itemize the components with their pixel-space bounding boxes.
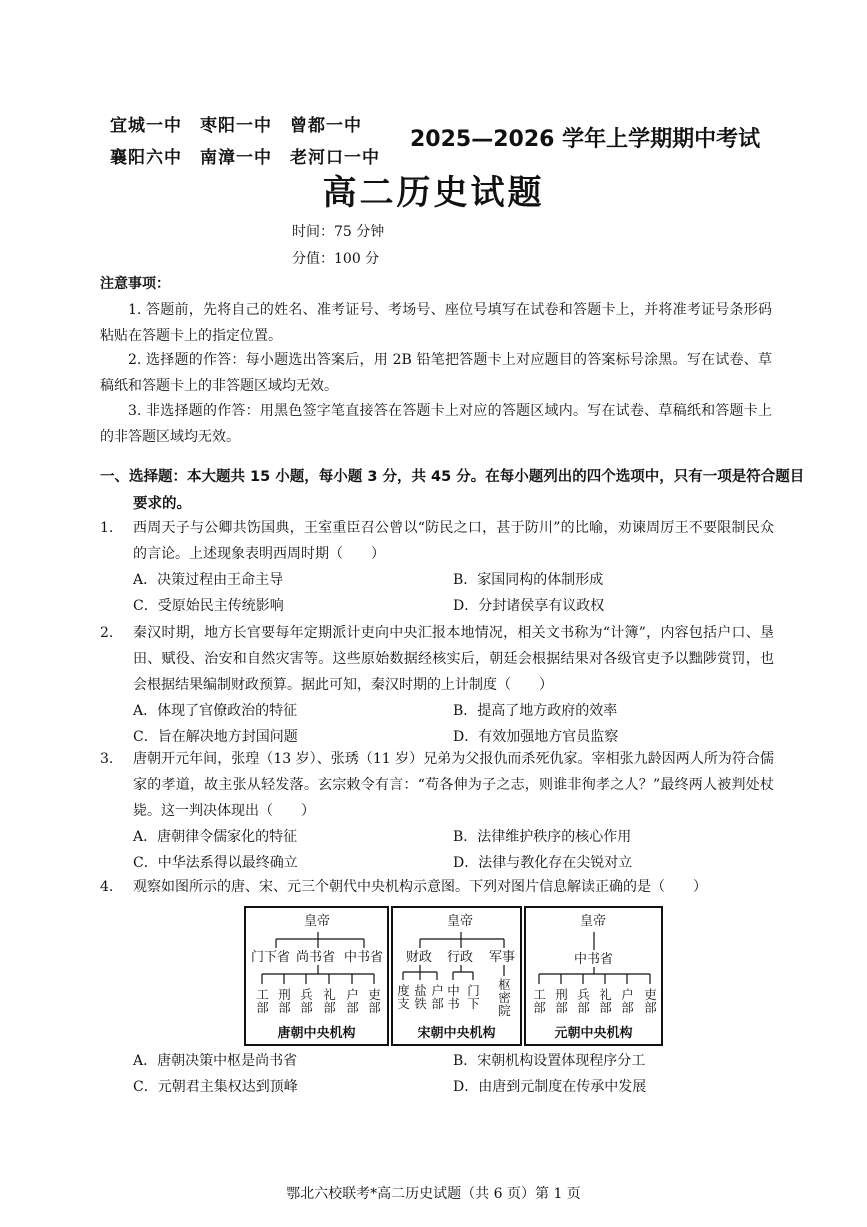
yuan-ministry-bing: 兵部 xyxy=(577,987,590,1015)
page-footer: 鄂北六校联考*高二历史试题（共 6 页）第 1 页 xyxy=(286,1186,581,1202)
question-number: 4. xyxy=(100,879,114,895)
notice-item-2: 2. 选择题的作答：每小题选出答案后，用 2B 铅笔把答题卡上对应题目的答案标号涂黑。写在试卷、草稿纸和答题卡上的非答题区域均无效。 xyxy=(100,352,772,394)
option-list xyxy=(133,567,774,619)
tang-ministry-li: 礼部 xyxy=(323,987,336,1015)
yuan-ministry-xing: 刑部 xyxy=(555,987,568,1015)
option-a[interactable]: A．唐朝律令儒家化的特征 xyxy=(133,829,298,845)
option-list xyxy=(133,698,774,750)
option-d[interactable]: D．由唐到元制度在传承中发展 xyxy=(453,1079,647,1095)
tang-structure-diagram xyxy=(244,906,389,1046)
section-heading: 一、选择题：本大题共 15 小题，每小题 3 分，共 45 分。在每小题列出的四个选项中，只有一项是符合题目要求的。 xyxy=(100,469,805,512)
tang-zhongshu: 中书省 xyxy=(344,950,384,965)
tang-ministry-bing: 兵部 xyxy=(300,987,313,1015)
tang-ministry-gong: 工部 xyxy=(256,987,269,1015)
question-number: 2. xyxy=(100,625,114,641)
yuan-emperor: 皇帝 xyxy=(580,914,607,929)
question-number: 3. xyxy=(100,751,114,767)
exam-name: 2025—2026 学年上学期期中考试 xyxy=(410,127,761,152)
tang-shangshu: 尚书省 xyxy=(296,950,336,965)
song-structure-diagram xyxy=(391,906,522,1046)
option-b[interactable]: B．宋朝机构设置体现程序分工 xyxy=(453,1053,646,1069)
schools-row-2: 襄阳六中 南漳一中 老河口一中 xyxy=(110,148,380,168)
question-stem: 秦汉时期，地方长官要每年定期派计吏向中央汇报本地情况，相关文书称为“计簿”，内容包括户口、垦田、赋役、治安和自然灾害等。这些原始数据经核实后，朝廷会根据结果对各级官吏予以黜陟赏罚，也会根据结果编制财政预算。据此可知，秦汉时期的上计制度（ ） xyxy=(133,625,774,693)
song-emperor: 皇帝 xyxy=(447,914,474,929)
exam-score: 分值：100 分 xyxy=(292,251,380,267)
song-finance: 财政 xyxy=(406,950,433,965)
song-shumiyuan: 枢密院 xyxy=(498,977,511,1018)
question-2 xyxy=(100,620,774,750)
question-stem: 观察如图所示的唐、宋、元三个朝代中央机构示意图。下列对图片信息解读正确的是（ ） xyxy=(133,879,707,895)
question-stem: 西周天子与公卿共饬国典，王室重臣召公曾以“防民之口，甚于防川”的比喻，劝谏周厉王不要限制民众的言论。上述现象表明西周时期（ ） xyxy=(133,520,774,562)
song-zhongshu: 中书 xyxy=(447,983,460,1011)
song-menxia: 门下 xyxy=(467,983,480,1011)
option-c[interactable]: C．旨在解决地方封国问题 xyxy=(133,729,298,745)
option-b[interactable]: B．法律维护秩序的核心作用 xyxy=(453,829,632,845)
option-d[interactable]: D．有效加强地方官员监察 xyxy=(453,729,619,745)
option-a[interactable]: A．决策过程由王命主导 xyxy=(133,572,284,588)
tang-ministry-hu: 户部 xyxy=(346,987,359,1015)
option-d[interactable]: D．法律与教化存在尖锐对立 xyxy=(453,855,633,871)
tang-ministry-li-personnel: 吏部 xyxy=(368,987,381,1015)
tang-caption: 唐朝中央机构 xyxy=(277,1026,356,1041)
yuan-ministry-gong: 工部 xyxy=(533,987,546,1015)
tang-emperor: 皇帝 xyxy=(304,914,331,929)
question-number: 1. xyxy=(100,520,114,536)
yuan-ministry-li: 礼部 xyxy=(599,987,612,1015)
song-duzhi: 度支 xyxy=(397,983,410,1011)
option-list xyxy=(133,1048,774,1100)
option-c[interactable]: C．中华法系得以最终确立 xyxy=(133,855,298,871)
yuan-zhongshu: 中书省 xyxy=(574,952,614,967)
song-yantie: 盐铁 xyxy=(414,983,427,1011)
exam-time: 时间：75 分钟 xyxy=(292,224,385,240)
option-b[interactable]: B．家国同构的体制形成 xyxy=(453,572,604,588)
question-4 xyxy=(100,874,774,900)
notice-item-3: 3. 非选择题的作答：用黑色签字笔直接答在答题卡上对应的答题区域内。写在试卷、草稿纸和答题卡上的非答题区域均无效。 xyxy=(100,403,772,445)
option-a[interactable]: A．唐朝决策中枢是尚书省 xyxy=(133,1053,298,1069)
option-d[interactable]: D．分封诸侯享有议政权 xyxy=(453,598,605,614)
question-3 xyxy=(100,746,774,876)
yuan-ministry-hu: 户部 xyxy=(621,987,634,1015)
notice-item-1: 1. 答题前，先将自己的姓名、准考证号、考场号、座位号填写在试卷和答题卡上，并将准考证号条形码粘贴在答题卡上的指定位置。 xyxy=(100,302,772,344)
yuan-structure-diagram xyxy=(524,906,663,1046)
question-1 xyxy=(100,515,774,619)
option-c[interactable]: C．元朝君主集权达到顶峰 xyxy=(133,1079,298,1095)
song-caption: 宋朝中央机构 xyxy=(417,1026,496,1041)
song-administration: 行政 xyxy=(447,950,474,965)
yuan-ministry-li-personnel: 吏部 xyxy=(644,987,657,1015)
tang-ministry-xing: 刑部 xyxy=(278,987,291,1015)
option-b[interactable]: B．提高了地方政府的效率 xyxy=(453,703,618,719)
option-list xyxy=(133,824,774,876)
song-military: 军事 xyxy=(489,950,516,965)
option-c[interactable]: C．受原始民主传统影响 xyxy=(133,598,284,614)
notice-heading: 注意事项： xyxy=(100,276,170,292)
song-hubu: 户部 xyxy=(431,983,444,1011)
question-4-options xyxy=(100,1048,774,1100)
tang-menxia: 门下省 xyxy=(251,950,291,965)
yuan-caption: 元朝中央机构 xyxy=(554,1026,633,1041)
schools-row-1: 宜城一中 枣阳一中 曾都一中 xyxy=(110,116,362,136)
question-stem: 唐朝开元年间，张瑝（13 岁）、张琇（11 岁）兄弟为父报仇而杀死仇家。宰相张九龄因两人所为符合儒家的孝道，故主张从轻发落。玄宗敕令有言：“苟各伸为子之志，则谁非徇孝之人？”最终两人被判处杖毙。这一判决体现出（ ） xyxy=(133,751,774,819)
page-title: 高二历史试题 xyxy=(322,173,545,213)
option-a[interactable]: A．体现了官僚政治的特征 xyxy=(133,703,298,719)
